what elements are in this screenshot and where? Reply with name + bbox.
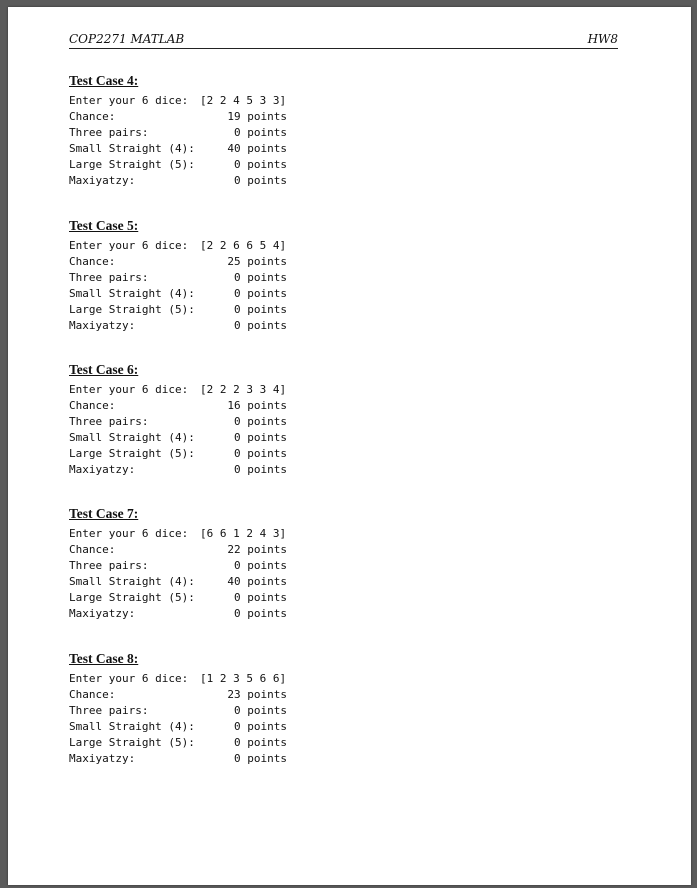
score-label: Maxiyatzy:	[69, 319, 136, 333]
score-value: 25 points	[227, 255, 287, 269]
score-label: Three pairs:	[69, 126, 149, 140]
score-row	[69, 318, 629, 334]
score-label: Large Straight (5):	[69, 447, 195, 461]
score-value: 16 points	[227, 399, 287, 413]
score-value: 22 points	[227, 543, 287, 557]
test-case	[69, 362, 629, 479]
score-label: Large Straight (5):	[69, 736, 195, 750]
page-header	[69, 32, 618, 49]
dice-entry-line	[69, 382, 629, 398]
dice-values: [2 2 6 6 5 4]	[200, 239, 287, 252]
score-value: 0 points	[234, 287, 287, 301]
score-value: 23 points	[227, 688, 287, 702]
score-value: 0 points	[234, 126, 287, 140]
test-case-title: Test Case 5:	[69, 218, 139, 233]
test-case-title: Test Case 8:	[69, 651, 139, 666]
score-label: Three pairs:	[69, 415, 149, 429]
score-value: 0 points	[234, 591, 287, 605]
score-label: Chance:	[69, 255, 116, 269]
score-row	[69, 157, 629, 173]
score-row	[69, 270, 629, 286]
score-row	[69, 703, 629, 719]
score-value: 0 points	[234, 463, 287, 477]
score-label: Large Straight (5):	[69, 591, 195, 605]
score-label: Maxiyatzy:	[69, 174, 136, 188]
test-case-title: Test Case 7:	[69, 506, 139, 521]
dice-entry-line	[69, 93, 629, 109]
dice-values: [2 2 4 5 3 3]	[200, 94, 287, 107]
score-label: Three pairs:	[69, 271, 149, 285]
score-row	[69, 398, 629, 414]
dice-prompt: Enter your 6 dice:	[69, 239, 189, 252]
score-row	[69, 574, 629, 590]
score-row	[69, 141, 629, 157]
score-row	[69, 606, 629, 622]
score-value: 0 points	[234, 559, 287, 573]
score-row	[69, 414, 629, 430]
score-row	[69, 254, 629, 270]
dice-prompt: Enter your 6 dice:	[69, 383, 189, 396]
score-value: 0 points	[234, 415, 287, 429]
test-case	[69, 651, 629, 768]
score-row	[69, 286, 629, 302]
score-row	[69, 125, 629, 141]
score-label: Chance:	[69, 688, 116, 702]
score-row	[69, 751, 629, 767]
header-assignment: HW8	[587, 32, 618, 46]
score-value: 0 points	[234, 720, 287, 734]
score-row	[69, 430, 629, 446]
score-row	[69, 590, 629, 606]
score-label: Three pairs:	[69, 559, 149, 573]
score-label: Small Straight (4):	[69, 720, 195, 734]
score-row	[69, 462, 629, 478]
test-case	[69, 73, 629, 190]
dice-values: [6 6 1 2 4 3]	[200, 527, 287, 540]
dice-values: [2 2 2 3 3 4]	[200, 383, 287, 396]
score-row	[69, 173, 629, 189]
score-row	[69, 302, 629, 318]
score-label: Maxiyatzy:	[69, 752, 136, 766]
score-label: Chance:	[69, 543, 116, 557]
score-label: Three pairs:	[69, 704, 149, 718]
score-label: Small Straight (4):	[69, 575, 195, 589]
score-value: 0 points	[234, 158, 287, 172]
dice-entry-line	[69, 671, 629, 687]
score-row	[69, 735, 629, 751]
test-case	[69, 218, 629, 335]
score-value: 0 points	[234, 752, 287, 766]
score-value: 0 points	[234, 431, 287, 445]
score-label: Small Straight (4):	[69, 431, 195, 445]
score-value: 40 points	[227, 142, 287, 156]
score-value: 40 points	[227, 575, 287, 589]
dice-prompt: Enter your 6 dice:	[69, 94, 189, 107]
score-value: 0 points	[234, 174, 287, 188]
score-row	[69, 719, 629, 735]
score-row	[69, 558, 629, 574]
score-label: Large Straight (5):	[69, 303, 195, 317]
score-value: 0 points	[234, 271, 287, 285]
score-label: Large Straight (5):	[69, 158, 195, 172]
test-case-title: Test Case 4:	[69, 73, 139, 88]
score-value: 19 points	[227, 110, 287, 124]
score-label: Small Straight (4):	[69, 287, 195, 301]
dice-values: [1 2 3 5 6 6]	[200, 672, 287, 685]
dice-entry-line	[69, 526, 629, 542]
score-row	[69, 542, 629, 558]
score-label: Chance:	[69, 110, 116, 124]
dice-prompt: Enter your 6 dice:	[69, 672, 189, 685]
test-case	[69, 506, 629, 623]
score-value: 0 points	[234, 736, 287, 750]
score-value: 0 points	[234, 447, 287, 461]
score-row	[69, 446, 629, 462]
score-row	[69, 687, 629, 703]
score-value: 0 points	[234, 303, 287, 317]
header-course: COP2271 MATLAB	[69, 32, 185, 46]
document-page	[8, 7, 691, 885]
score-row	[69, 109, 629, 125]
test-case-title: Test Case 6:	[69, 362, 139, 377]
dice-prompt: Enter your 6 dice:	[69, 527, 189, 540]
score-label: Maxiyatzy:	[69, 607, 136, 621]
score-value: 0 points	[234, 704, 287, 718]
score-label: Maxiyatzy:	[69, 463, 136, 477]
score-value: 0 points	[234, 319, 287, 333]
score-label: Chance:	[69, 399, 116, 413]
score-label: Small Straight (4):	[69, 142, 195, 156]
dice-entry-line	[69, 238, 629, 254]
score-value: 0 points	[234, 607, 287, 621]
